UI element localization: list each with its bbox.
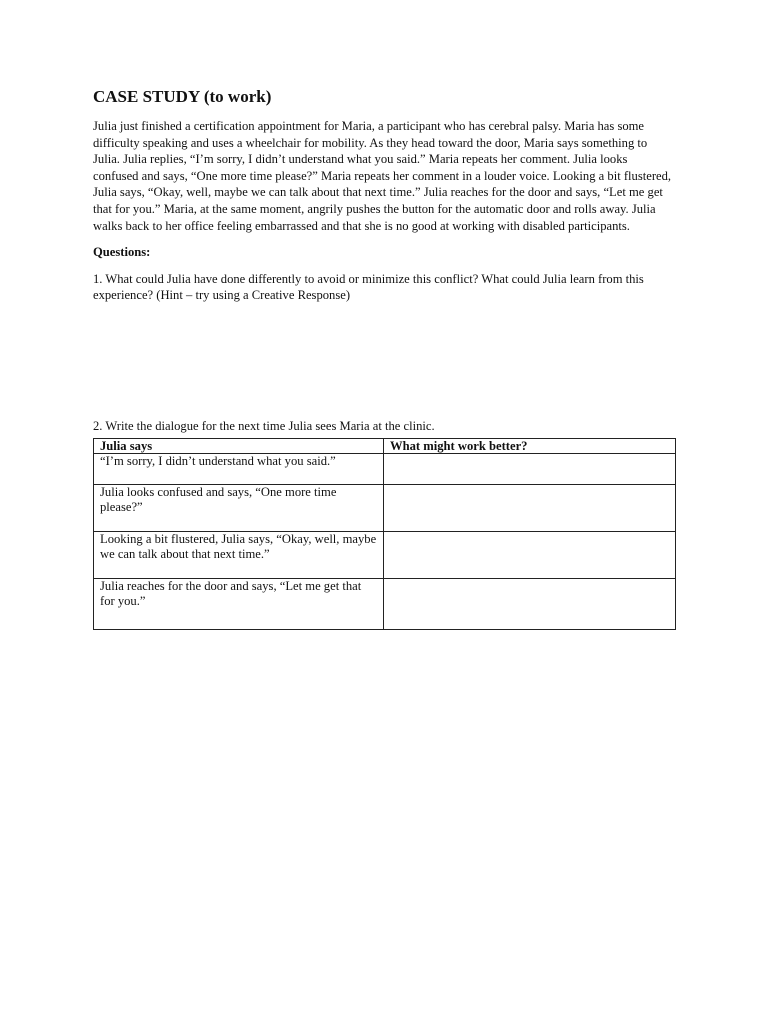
document-page (93, 86, 675, 630)
table-row (94, 578, 676, 629)
question-1-answer-space (93, 304, 675, 418)
table-row (94, 484, 676, 531)
header-what-might-work-better: What might work better? (384, 438, 676, 453)
better-response-cell[interactable] (384, 531, 676, 578)
question-1: 1. What could Julia have done differently to avoid or minimize this conflict? What could Julia learn from this experience? (Hint – try using a Creative Response) (93, 271, 644, 303)
julia-says-cell: “I’m sorry, I didn’t understand what you said.” (94, 453, 384, 484)
case-study-paragraph: Julia just finished a certification appointment for Maria, a participant who has cerebral palsy. Maria has some difficulty speaking and uses a wheelchair for mobility. As they head toward the door, Maria says something to Julia. Julia replies, “I’m sorry, I didn’t understand what you said.” Maria repeats her comment. Julia looks confused and says, “One more time please?” Maria repeats her comment in a louder voice. Looking a bit flustered, Julia says, “Okay, well, maybe we can talk about that next time.” Julia reaches for the door and says, “Let me get that for you.” Maria, at the same moment, angrily pushes the button for the automatic door and rolls away. Julia walks back to her office feeling embarrassed and that she is no good at working with disabled participants. (93, 119, 672, 233)
julia-says-cell: Looking a bit flustered, Julia says, “Okay, well, maybe we can talk about that next time.” (94, 531, 384, 578)
question-2: 2. Write the dialogue for the next time Julia sees Maria at the clinic. (93, 418, 435, 433)
better-response-cell[interactable] (384, 453, 676, 484)
table-header-row (94, 438, 676, 453)
table-row (94, 453, 676, 484)
julia-says-cell: Julia reaches for the door and says, “Let me get that for you.” (94, 578, 384, 629)
better-response-cell[interactable] (384, 578, 676, 629)
questions-heading: Questions: (93, 245, 151, 260)
better-response-cell[interactable] (384, 484, 676, 531)
header-julia-says: Julia says (94, 438, 384, 453)
document-title: CASE STUDY (to work) (93, 87, 272, 106)
julia-says-cell: Julia looks confused and says, “One more time please?” (94, 484, 384, 531)
dialogue-table (93, 438, 676, 630)
table-row (94, 531, 676, 578)
